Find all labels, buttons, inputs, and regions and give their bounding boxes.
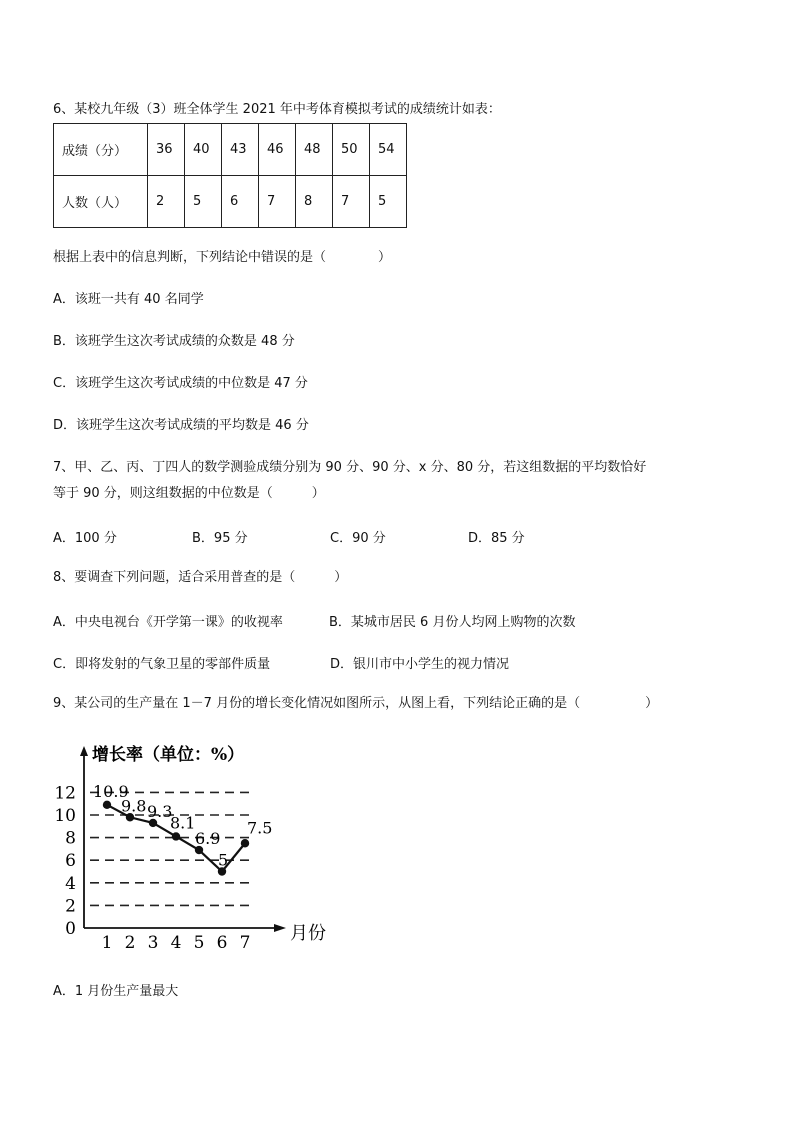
table-header-count: 人数（人） [54,176,148,228]
table-cell: 8 [296,176,333,228]
q7-option-d: D．85 分 [468,531,525,546]
x-tick-label: 7 [239,933,251,953]
q9-option-a: A．1 月份生产量最大 [53,984,179,999]
table-cell: 50 [333,124,370,176]
q7-option-a: A．100 分 [53,531,117,546]
q6-stem: 6、某校九年级（3）班全体学生 2021 年中考体育模拟考试的成绩统计如表： [53,102,501,117]
q8-option-b: B．某城市居民 6 月份人均网上购物的次数 [329,615,576,630]
data-label: 5 [218,850,229,870]
y-tick-label: 4 [65,873,76,894]
q9-stem: 9、某公司的生产量在 1－7 月份的增长变化情况如图所示，从图上看，下列结论正确的是（ ） [53,696,659,711]
table-cell: 48 [296,124,333,176]
x-axis-label: 月份 [290,923,326,944]
x-tick-label: 5 [193,933,205,953]
y-axis-label: 增长率（单位：%） [92,745,245,765]
data-label: 10.9 [93,781,129,801]
y-tick-label: 0 [65,919,76,939]
data-label: 6.9 [195,829,221,849]
q6-question: 根据上表中的信息判断，下列结论中错误的是（ ） [53,250,392,265]
table-cell: 43 [222,124,259,176]
data-point [241,839,249,847]
q6-option-d: D．该班学生这次考试成绩的平均数是 46 分 [53,418,309,433]
y-tick-label: 12 [54,783,76,804]
table-row [54,124,407,176]
y-axis-arrow [80,746,88,756]
q7-stem-line2: 等于 90 分，则这组数据的中位数是（ ） [53,486,325,501]
table-cell: 5 [185,176,222,228]
q7-stem-line1: 7、甲、乙、丙、丁四人的数学测验成绩分别为 90 分、90 分、x 分、80 分，若这组数据的平均数恰好 [53,460,647,475]
table-cell: 46 [259,124,296,176]
x-axis-arrow [274,924,286,932]
q8-option-a: A．中央电视台《开学第一课》的收视率 [53,615,283,630]
data-label: 7.5 [247,818,273,838]
q6-option-a: A．该班一共有 40 名同学 [53,292,204,307]
data-point [103,801,111,809]
table-cell: 54 [370,124,407,176]
score-table [53,123,407,228]
q8-option-c: C．即将发射的气象卫星的零部件质量 [53,657,271,672]
table-cell: 5 [370,176,407,228]
y-tick-label: 10 [54,806,76,826]
x-tick-label: 3 [147,933,159,953]
x-tick-label: 1 [101,933,113,953]
table-row [54,176,407,228]
y-tick-label: 6 [65,851,76,872]
data-label: 9.3 [147,801,173,821]
table-cell: 7 [333,176,370,228]
table-cell: 36 [148,124,185,176]
q8-stem: 8、要调查下列问题，适合采用普查的是（ ） [53,570,348,585]
table-cell: 6 [222,176,259,228]
q8-option-d: D．银川市中小学生的视力情况 [330,657,510,672]
q7-option-b: B．95 分 [192,531,248,546]
data-point [172,832,180,840]
q6-option-b: B．该班学生这次考试成绩的众数是 48 分 [53,334,295,349]
table-header-score: 成绩（分） [54,124,148,176]
y-tick-label: 2 [65,896,76,917]
x-tick-label: 6 [216,933,228,953]
table-cell: 2 [148,176,185,228]
q7-option-c: C．90 分 [330,531,386,546]
x-tick-label: 4 [170,933,182,953]
growth-rate-line-chart [40,738,330,953]
table-cell: 40 [185,124,222,176]
data-label: 9.8 [121,796,147,816]
x-tick-label: 2 [124,933,136,953]
q6-option-c: C．该班学生这次考试成绩的中位数是 47 分 [53,376,308,391]
data-label: 8.1 [170,813,196,833]
table-cell: 7 [259,176,296,228]
y-tick-label: 8 [65,828,76,849]
